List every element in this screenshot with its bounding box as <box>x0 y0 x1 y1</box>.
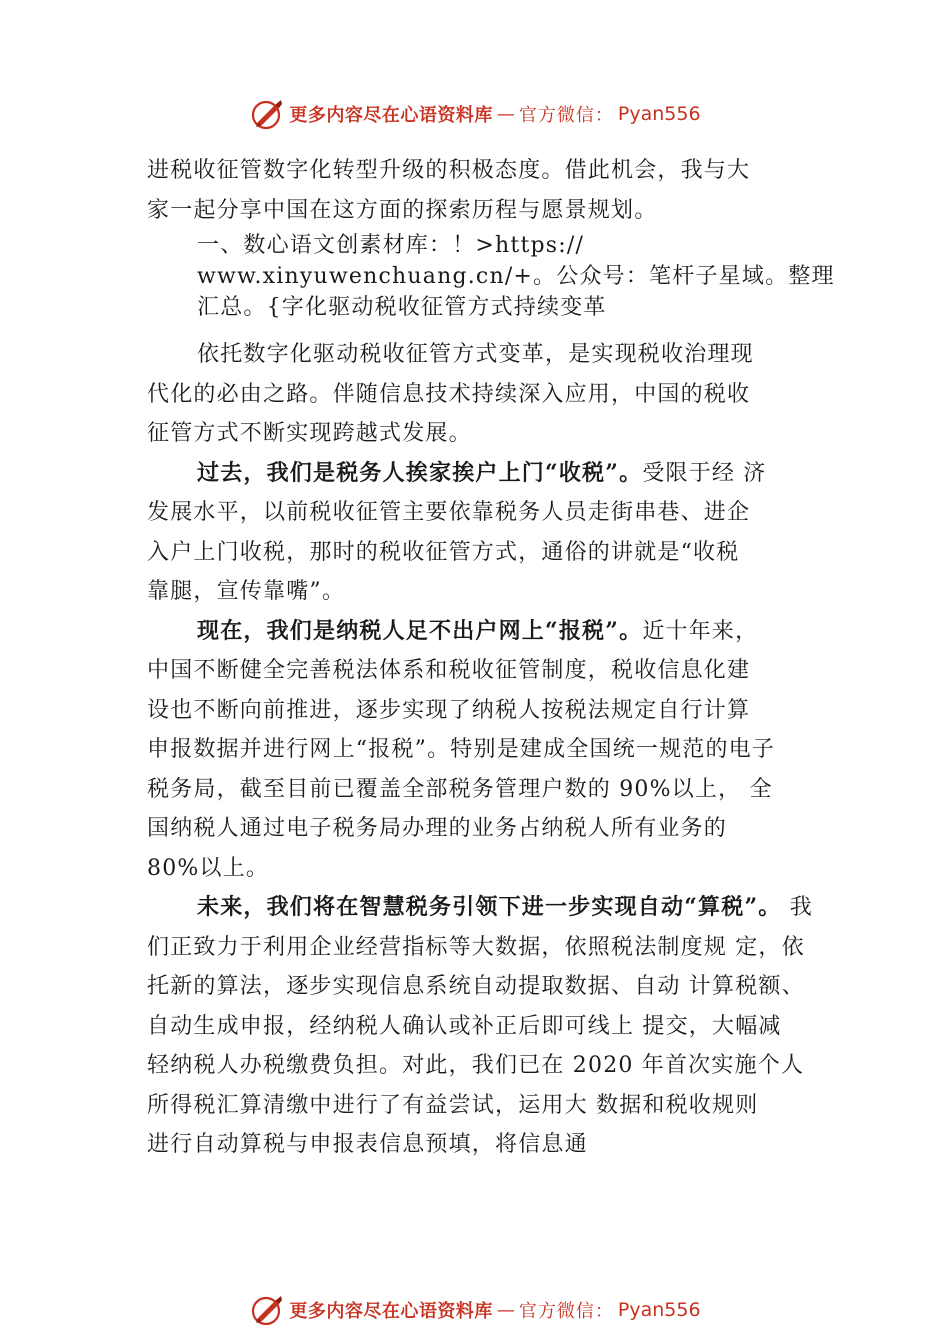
pen-logo-icon <box>249 96 285 132</box>
pen-logo-icon <box>249 1292 285 1328</box>
paragraph-first-rest: 我 <box>781 895 813 920</box>
text-line: 发展水平，以前税收征管主要依靠税务人员走街串巷、进企 <box>147 500 751 525</box>
text-line: 进税收征管数字化转型升级的积极态度。借此机会，我与大 <box>147 158 751 183</box>
section-heading-line: 一、数心语文创素材库：！>https:// <box>197 233 585 258</box>
text-line: 征管方式不断实现跨越式发展。 <box>147 421 472 446</box>
watermark-separator: — <box>496 103 515 125</box>
paragraph-first-line <box>147 612 847 652</box>
text-line: 80%以上。 <box>147 855 270 881</box>
watermark-label: 官方微信： <box>518 1301 614 1322</box>
watermark-label: 官方微信： <box>518 105 614 126</box>
text-line: 中国不断健全完善税法体系和税收征管制度，税收信息化建 <box>147 658 751 683</box>
text-line: 轻纳税人办税缴费负担。对此，我们已在 2020 年首次实施个人 <box>147 1053 805 1078</box>
watermark-separator: — <box>496 1299 515 1321</box>
paragraph-lead-past: 过去，我们是税务人挨家挨户上门“收税”。 <box>197 459 643 486</box>
watermark-wechat-id: Pyan556 <box>617 103 701 125</box>
paragraph-lead-future: 未来，我们将在智慧税务引领下进一步实现自动“算税”。 <box>197 894 782 920</box>
text-line: 靠腿，宣传靠嘴”。 <box>147 579 346 604</box>
watermark-main-text: 更多内容尽在心语资料库 <box>289 1301 493 1322</box>
footer-watermark <box>0 1290 950 1330</box>
paragraph-first-rest: 受限于经 济 <box>642 460 767 486</box>
watermark-main-text: 更多内容尽在心语资料库 <box>289 105 493 126</box>
section-heading-line: 汇总。{字化驱动税收征管方式持续变革 <box>197 295 607 320</box>
document-body <box>147 151 847 1165</box>
text-line: 们正致力于利用企业经营指标等大数据，依照税法制度规 定，依 <box>147 934 805 960</box>
text-line: 设也不断向前推进，逐步实现了纳税人按税法规定自行计算 <box>147 697 751 723</box>
text-line: 依托数字化驱动税收征管方式变革，是实现税收治理现 <box>197 342 754 367</box>
text-line: 自动生成申报，经纳税人确认或补正后即可线上 提交，大幅减 <box>147 1013 782 1039</box>
header-watermark <box>0 94 950 134</box>
text-line: 入户上门收税，那时的税收征管方式，通俗的讲就是“收税 <box>147 539 740 565</box>
text-line: 托新的算法，逐步实现信息系统自动提取数据、自动 计算税额、 <box>147 974 805 999</box>
paragraph-first-line <box>147 454 847 494</box>
text-line: 代化的必由之路。伴随信息技术持续深入应用，中国的税收 <box>147 381 751 407</box>
text-line: 税务局，截至目前已覆盖全部税务管理户数的 90%以上， 全 <box>147 776 773 802</box>
text-line: 所得税汇算清缴中进行了有益尝试，运用大 数据和税收规则 <box>147 1092 759 1118</box>
text-line: 进行自动算税与申报表信息预填，将信息通 <box>147 1132 588 1157</box>
watermark-wechat-id: Pyan556 <box>617 1299 701 1321</box>
text-line: 家一起分享中国在这方面的探索历程与愿景规划。 <box>147 197 658 223</box>
paragraph-first-rest: 近十年来， <box>642 618 759 644</box>
section-heading-line: www.xinyuwenchuang.cn/+。公众号：笔杆子星域。整理 <box>197 264 835 289</box>
text-line: 申报数据并进行网上“报税”。特别是建成全国统一规范的电子 <box>147 737 776 762</box>
paragraph-lead-now: 现在，我们是纳税人足不出户网上“报税”。 <box>197 617 643 644</box>
text-line: 国纳税人通过电子税务局办理的业务占纳税人所有业务的 <box>147 816 728 841</box>
paragraph-first-line <box>147 888 847 928</box>
